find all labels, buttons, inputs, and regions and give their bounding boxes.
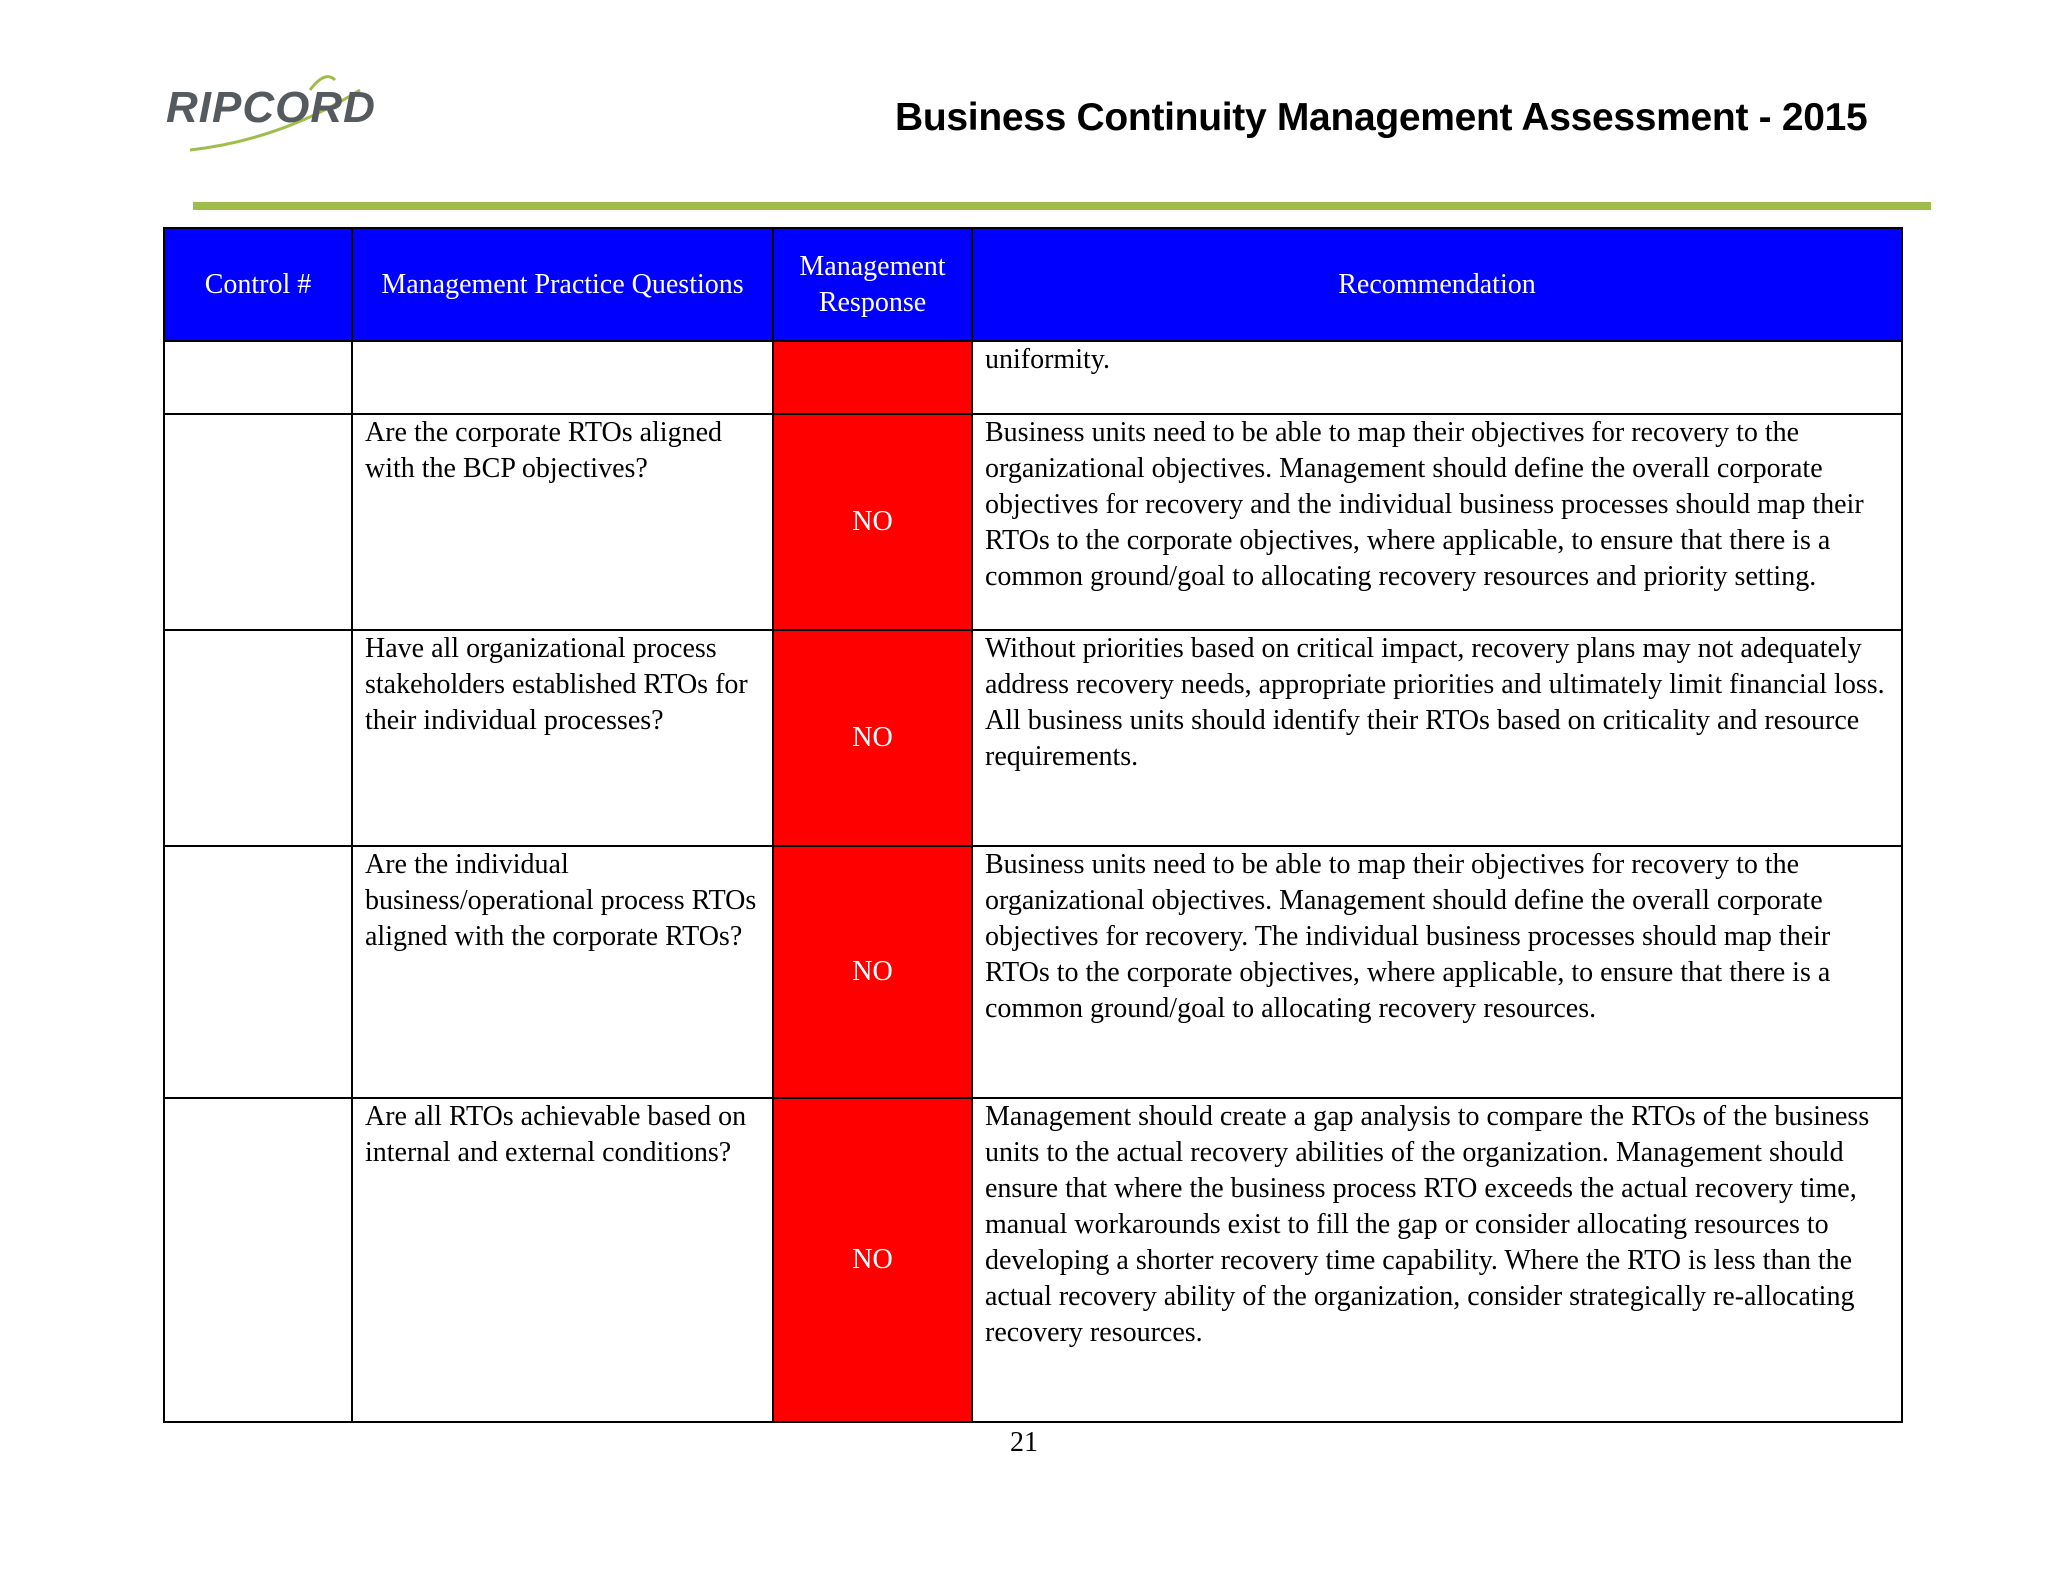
recommendation-cell: uniformity. xyxy=(972,341,1902,414)
control-cell xyxy=(164,1098,352,1422)
table-row xyxy=(164,846,1902,1098)
recommendation-cell: Business units need to be able to map their objectives for recovery to the organizational objectives. Management should define the overall corporate objectives for recovery and the individual business processes should map their RTOs to the corporate objectives, where applicable, to ensure that there is a common ground/goal to allocating recovery resources and priority setting. xyxy=(972,414,1902,630)
svg-text:RIPCORD: RIPCORD xyxy=(166,83,376,132)
response-cell xyxy=(773,341,972,414)
document-title: Business Continuity Management Assessment - 2015 xyxy=(895,96,1868,139)
column-header-response: Management Response xyxy=(773,228,972,341)
response-cell: NO xyxy=(773,414,972,630)
response-cell: NO xyxy=(773,630,972,846)
question-cell: Are all RTOs achievable based on internal and external conditions? xyxy=(352,1098,773,1422)
control-cell xyxy=(164,630,352,846)
question-cell: Are the corporate RTOs aligned with the BCP objectives? xyxy=(352,414,773,630)
recommendation-cell: Without priorities based on critical impact, recovery plans may not adequately address recovery needs, appropriate priorities and ultimately limit financial loss. All business units should identify their RTOs based on criticality and resource requirements. xyxy=(972,630,1902,846)
question-cell: Are the individual business/operational process RTOs aligned with the corporate RTOs? xyxy=(352,846,773,1098)
question-cell: Have all organizational process stakeholders established RTOs for their individual processes? xyxy=(352,630,773,846)
header-divider xyxy=(193,202,1931,210)
control-cell xyxy=(164,341,352,414)
table-row xyxy=(164,414,1902,630)
column-header-recommendation: Recommendation xyxy=(972,228,1902,341)
response-cell: NO xyxy=(773,1098,972,1422)
table-row-continuation xyxy=(164,341,1902,414)
question-cell xyxy=(352,341,773,414)
assessment-table xyxy=(163,227,1903,1423)
table-row xyxy=(164,630,1902,846)
response-cell: NO xyxy=(773,846,972,1098)
ripcord-logo xyxy=(160,70,400,160)
recommendation-cell: Business units need to be able to map their objectives for recovery to the organizational objectives. Management should define the overall corporate objectives for recovery. The individual business processes should map their RTOs to the corporate objectives, where applicable, to ensure that there is a common ground/goal to allocating recovery resources. xyxy=(972,846,1902,1098)
table-header-row xyxy=(164,228,1902,341)
page-number: 21 xyxy=(1010,1427,1038,1458)
column-header-question: Management Practice Questions xyxy=(352,228,773,341)
recommendation-cell: Management should create a gap analysis to compare the RTOs of the business units to the actual recovery abilities of the organization. Management should ensure that where the business process RTO exceeds the actual recovery time, manual workarounds exist to fill the gap or consider allocating resources to developing a shorter recovery time capability. Where the RTO is less than the actual recovery ability of the organization, consider strategically re-allocating recovery resources. xyxy=(972,1098,1902,1422)
column-header-control: Control # xyxy=(164,228,352,341)
control-cell xyxy=(164,414,352,630)
control-cell xyxy=(164,846,352,1098)
table-row xyxy=(164,1098,1902,1422)
